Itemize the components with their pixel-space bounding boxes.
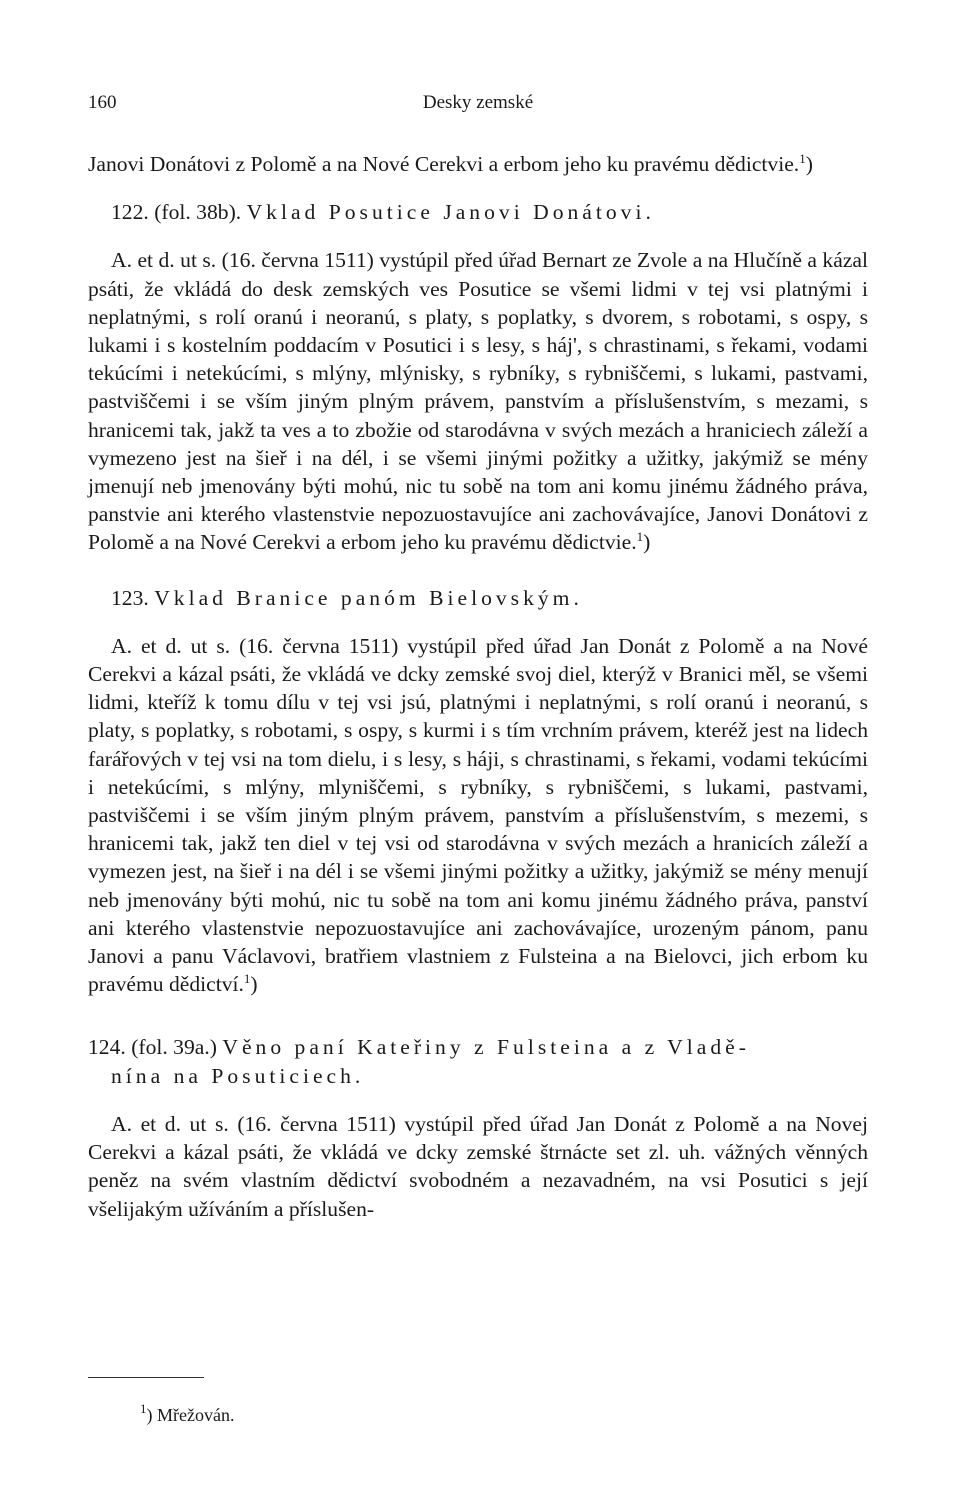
- entry-body-text: A. et d. ut s. (16. června 1511) vystúpil před úřad Bernart ze Zvole a na Hlučíně a kázal psáti, že vkládá do desk zemských ves Posutice se všemi lidmi v tej vsi platnými i neplatnými, s rolí oranú i neoranú, s platy, s poplatky, s dvorem, s robotami, s ospy, s lukami i s kostelním poddacím v Posutici i s lesy, s háj', s chrastinami, s řekami, vodami tekúcími i netekúcími, s mlýny, mlýnisky, s rybníky, s rybniščemi, s lukami, pastvami, pastviščemi i se vším jiným plným právem, panstvím a příslušenstvím, s mezami, s hranicemi tak, jakž ta ves a to zbožie od starodávna v svých mezách a hraniciech záleží a vymezeno jest na šieř i na dél, i se všemi jinými požitky a užitky, jakýmiž se mény jmenují neb jmenovány býti mohú, nic tu sobě na tom ani komu jinému žádného práva, panstvie ani kterého vlastenstvie nepozuostavujíce ani zachovávajíce, Janovi Donátovi z Polomě a na Nové Cerekvi a erbom jeho ku pravému dědictvie.: [88, 248, 868, 555]
- entry-title-line-2: nína na Posuticiech.: [111, 1063, 365, 1088]
- entry-number: 123.: [111, 585, 149, 610]
- running-title: Desky zemské: [422, 92, 534, 113]
- entry-body-text: A. et d. ut s. (16. června 1511) vystúpil před úřad Jan Donát z Polomě a na Nové Cerekvi a kázal psáti, že vkládá ve dcky zemské svoj diel, kterýž v Branici měl, se všemi lidmi, kteříž k tomu dílu v tej vsi jsú, platnými i neplatnými, s rolí oranú i neoranú, s platy, s poplatky, s robotami, s ospy, s kurmi i s tím vrchním právem, kteréž jest na lidech farářových v tej vsi na tom dielu, i s lesy, s háji, s chrastinami, s řekami, vodami tekúcími i netekúcími, s mlýny, mlyniščemi, s rybníky, s rybniščemi, s lukami, pastvami, pastviščemi i se vším jiným plným právem, panstvím a příslušenstvím, s mezemi, s hranicemi tak, jakž ten diel v tej vsi od starodávna v svých mezách a hranicích záleží a vymezen jest, na šieř i na dél i se všemi jinými požitky a užitky, jakýmiž se mény menují neb jmenovány býti mohú, nic tu sobě na tom ani komu jinému žádného práva, panství ani kterého vlastenstvie nepozuostavujíce ani zachovávajíce, urozeným pánom, panu Janovi a panu Václavovi, bratřiem vlastniem z Fulsteina a na Bielovci, jich erbom ku pravému dědictví.: [88, 633, 868, 997]
- entry-body-text: A. et d. ut s. (16. června 1511) vystúpil před úřad Jan Donát z Polomě a na Novej Cerekvi a kázal psáti, že vkládá ve dcky zemské štrnácte set zl. uh. vážných věnných peněz na svém vlastním dědictví svobodném a nezavadném, na vsi Posutici s její všelijakým užíváním a příslušen-: [88, 1111, 868, 1221]
- entry-124-heading-cont: [88, 1062, 868, 1090]
- footnote-marker: 1: [140, 1401, 147, 1416]
- entry-folio: (fol. 38b).: [154, 200, 242, 225]
- entry-124-body: [88, 1110, 868, 1223]
- page-header: [88, 92, 868, 118]
- entry-123-body: [88, 632, 868, 999]
- entry-123-heading: [88, 584, 868, 612]
- footnote-ref: 1: [243, 971, 251, 987]
- entry-number: 122.: [111, 200, 149, 225]
- footnote-marker-close: ): [146, 1405, 153, 1425]
- footnote-rule: [88, 1377, 204, 1378]
- entry-124-heading: [88, 1033, 868, 1061]
- entry-title-line-1: Věno paní Kateřiny z Fulsteina a z Vladě-: [222, 1035, 750, 1060]
- entry-title: Vklad Branice panóm Bielovským.: [154, 585, 583, 610]
- intro-paragraph: [88, 150, 868, 178]
- entry-folio: (fol. 39a.): [131, 1035, 217, 1060]
- footnote-ref: 1: [799, 151, 806, 166]
- intro-text: Janovi Donátovi z Polomě a na Nové Cerekvi a erbom jeho ku pravému dědictvie.: [88, 152, 800, 176]
- page-number: 160: [88, 92, 117, 113]
- entry-122-heading: [88, 198, 868, 226]
- footnote-ref-close: ): [250, 972, 258, 997]
- entry-title: Vklad Posutice Janovi Donátovi.: [246, 200, 655, 225]
- entry-122-body: [88, 246, 868, 556]
- entry-number: 124.: [88, 1035, 126, 1060]
- footnote-ref: 1: [636, 529, 644, 545]
- footnote: [140, 1401, 235, 1426]
- footnote-ref-close: ): [643, 530, 651, 555]
- footnote-text: Mřežován.: [157, 1405, 235, 1425]
- footnote-ref-close: ): [805, 152, 813, 176]
- page-body: [88, 150, 868, 1223]
